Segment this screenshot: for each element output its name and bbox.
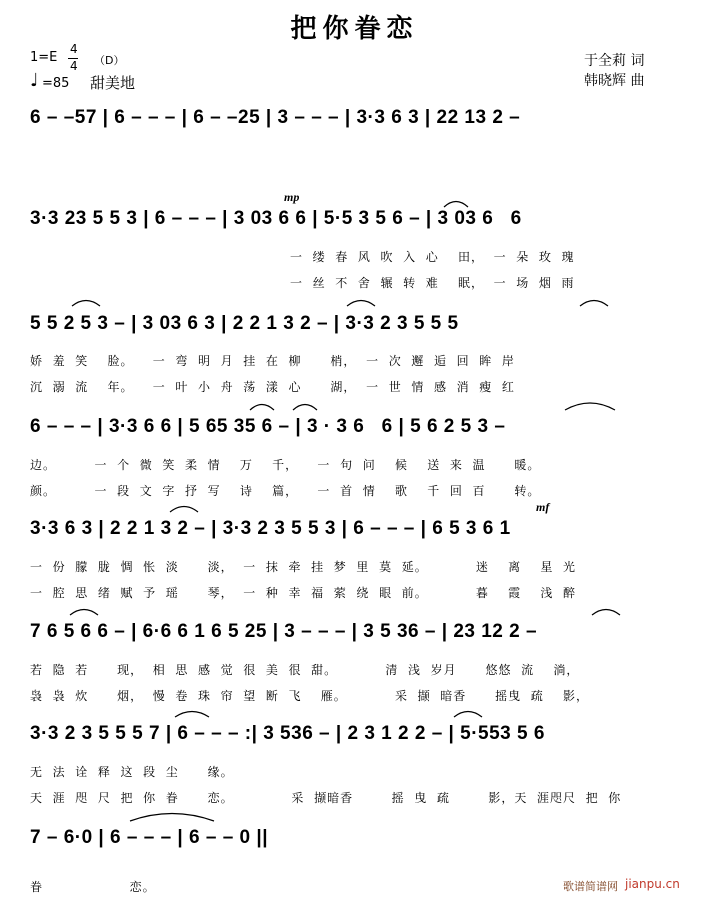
lyric-row-7-verse-2: 天 涯 咫 尺 把 你 眷 恋。 采 撷暗香 摇 曳 疏 影，天 涯咫尺 把 你 xyxy=(30,791,622,805)
lyric-row-5-verse-1: 一 份 朦 胧 惆 怅 淡 淡， 一 抹 牵 挂 梦 里 莫 延。 迷 离 星 光 xyxy=(30,560,576,574)
lyric-row-3-verse-1: 娇 羞 笑 脸。 一 弯 明 月 挂 在 柳 梢， 一 次 邂 逅 回 眸 岸 xyxy=(30,354,515,368)
watermark-site: 歌谱简谱网 xyxy=(563,880,618,893)
lyric-row-6-verse-2: 袅 袅 炊 烟， 慢 卷 珠 帘 望 断 飞 雁。 采 撷 暗香 摇曳 疏 影， xyxy=(30,689,589,703)
dynamic-mf: mf xyxy=(536,500,550,514)
time-signature-bottom: 4 xyxy=(70,59,78,73)
lyric-row-3-verse-2: 沉 溺 流 年。 一 叶 小 舟 荡 漾 心 湖， 一 世 情 感 消 瘦 红 xyxy=(30,380,515,394)
lyric-row-2-verse-2: 一 丝 不 舍 辗 转 难 眠， 一 场 烟 雨 xyxy=(290,276,575,290)
lyric-row-5-verse-2: 一 腔 思 绪 赋 予 瑶 琴， 一 种 幸 福 萦 绕 眼 前。 暮 霞 浅 醉 xyxy=(30,586,576,600)
quarter-note-icon: ♩ xyxy=(30,70,39,91)
key-note: （D） xyxy=(94,54,125,67)
mood: 甜美地 xyxy=(90,74,136,92)
lyric-row-4-verse-1: 边。 一 个 微 笑 柔 情 万 千， 一 句 问 候 送 来 温 暖。 xyxy=(30,458,541,472)
composer: 韩晓辉 曲 xyxy=(584,73,645,89)
lyric-row-2-verse-1: 一 缕 春 风 吹 入 心 田， 一 朵 玫 瑰 xyxy=(290,250,575,264)
notation-row-8: 7 – 6·0 | 6 – – – | 6 – – 0 || xyxy=(30,827,269,848)
lyric-row-4-verse-2: 颜。 一 段 文 字 抒 写 诗 篇， 一 首 情 歌 千 回 百 转。 xyxy=(30,484,541,498)
notation-row-6: 7 6 5 6 6 – | 6·6 6 1 6 5 25 | 3 – – – | 3 5 36 – | 23 12 2 – xyxy=(30,621,538,642)
notation-row-7: 3·3 2 3 5 5 5 7 | 6 – – – :| 3 536 – | 2 3 1 2 2 – | 5·553 5 6 xyxy=(30,723,545,744)
watermark-url: jianpu.cn xyxy=(625,877,680,891)
lyric-row-6-verse-1: 若 隐 若 现， 相 思 感 觉 很 美 很 甜。 清 浅 岁月 悠悠 流 淌， xyxy=(30,663,580,677)
notation-row-2: 3·3 23 5 5 3 | 6 – – – | 3 03 6 6 | 5·5 3 5 6 – | 3 03 6 6 xyxy=(30,208,522,229)
notation-row-1: 6 – –57 | 6 – – – | 6 – –25 | 3 – – – | 3·3 6 3 | 22 13 2 – xyxy=(30,107,521,128)
lyricist: 于全莉 词 xyxy=(584,53,645,69)
page-title: 把你眷恋 xyxy=(290,14,419,44)
tempo: =85 xyxy=(42,76,70,91)
notation-row-3: 5 5 2 5 3 – | 3 03 6 3 | 2 2 1 3 2 – | 3·3 2 3 5 5 5 xyxy=(30,313,459,334)
notation-row-4: 6 – – – | 3·3 6 6 | 5 65 35 6 – | 3 · 3 6 6 | 5 6 2 5 3 – xyxy=(30,416,506,437)
notation-row-5: 3·3 6 3 | 2 2 1 3 2 – | 3·3 2 3 5 5 3 | 6 – – – | 6 5 3 6 1 xyxy=(30,518,511,539)
key-signature: 1=E xyxy=(30,50,58,65)
time-signature-top: 4 xyxy=(70,42,78,56)
dynamic-mp: mp xyxy=(284,190,300,204)
lyric-row-7-verse-1: 无 法 诠 释 这 段 尘 缘。 xyxy=(30,765,234,779)
lyric-row-8-verse-1: 眷 恋。 xyxy=(30,880,156,894)
